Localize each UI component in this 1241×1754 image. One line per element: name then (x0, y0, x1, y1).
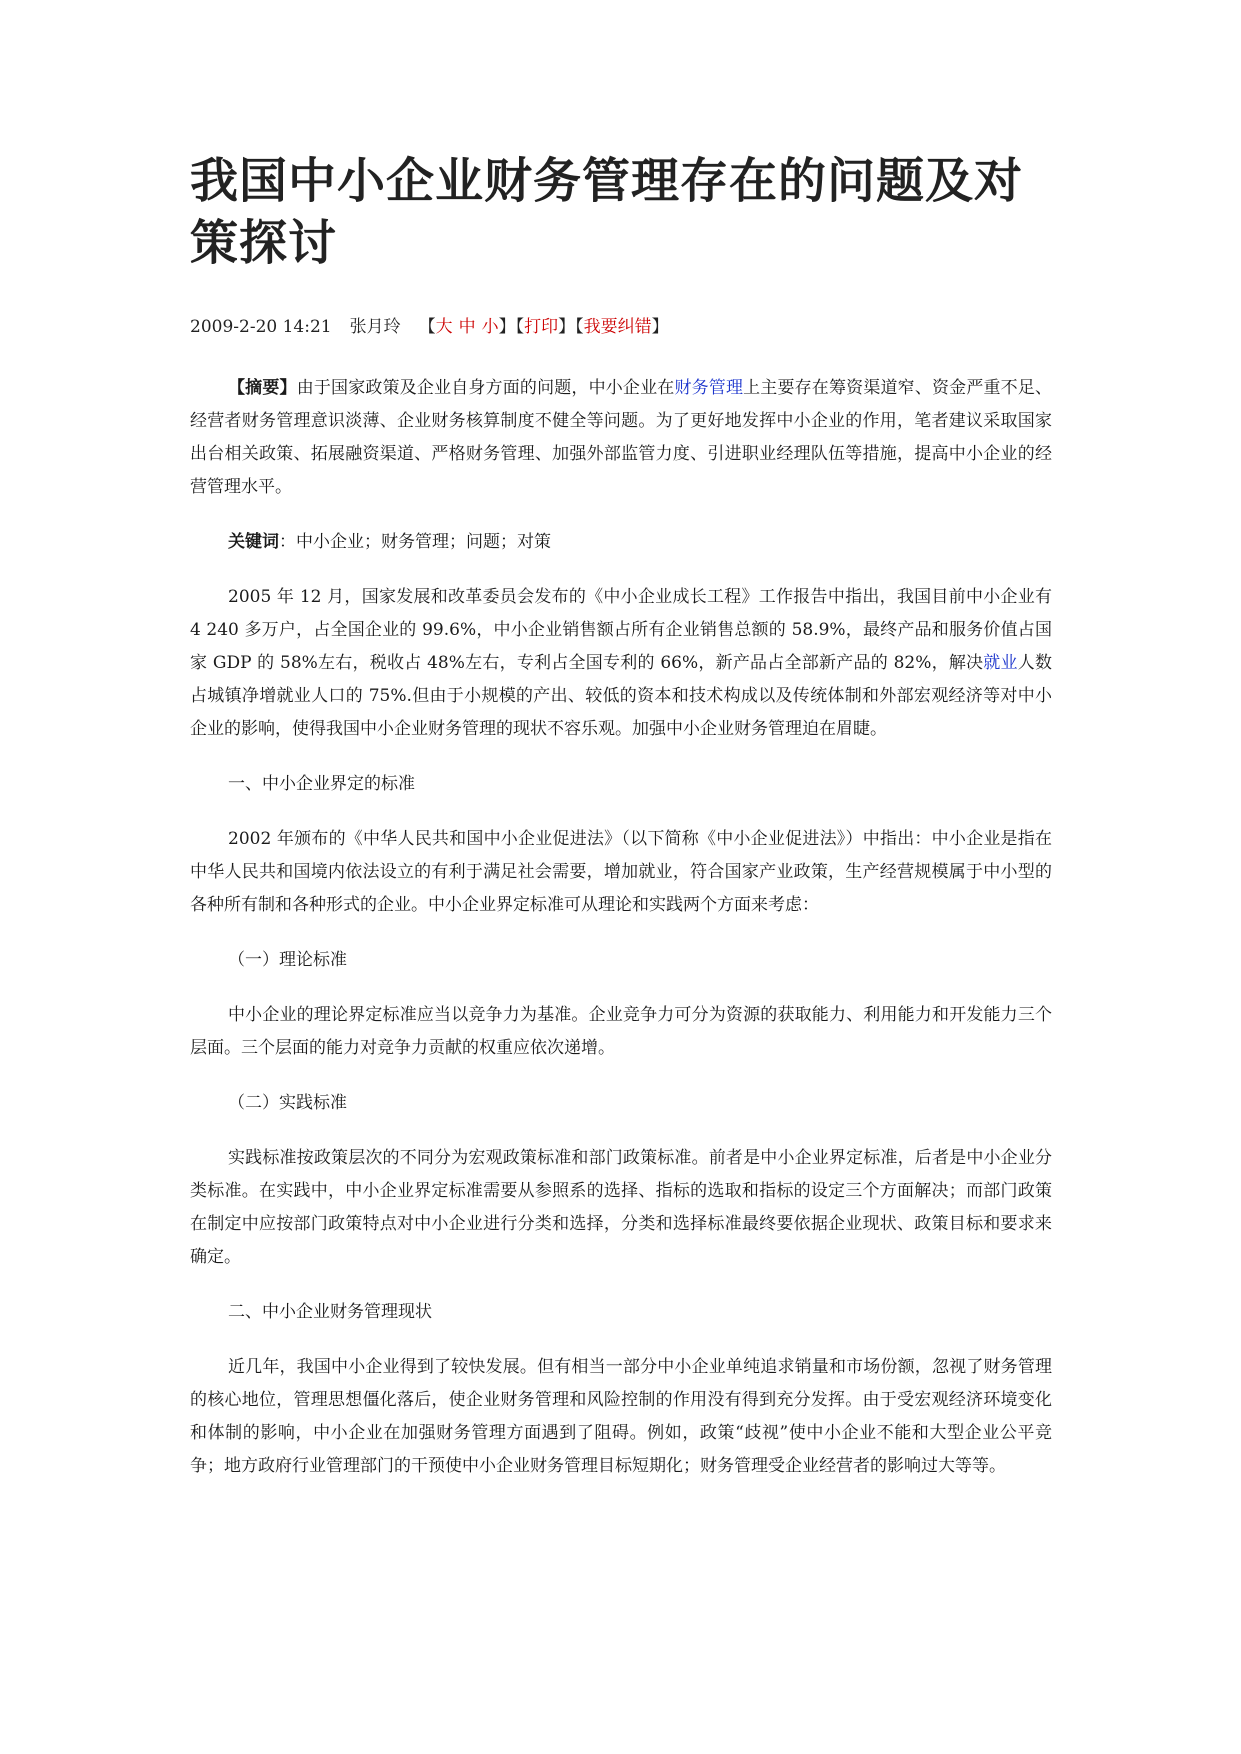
section2-heading: 二、中小企业财务管理现状 (228, 1302, 432, 1322)
keywords-paragraph: 关键词：中小企业；财务管理；问题；对策 (228, 532, 551, 552)
employment-link[interactable]: 就业 (983, 653, 1018, 673)
report-error-link[interactable]: 我要纠错 (583, 317, 652, 337)
keywords-text: 中小企业；财务管理；问题；对策 (296, 532, 551, 552)
font-size-medium-link[interactable]: 中 (458, 317, 482, 337)
font-size-large-link[interactable]: 大 (435, 317, 459, 337)
abstract-label: 【摘要】 (228, 378, 297, 398)
article-date: 2009-2-20 14:21 (190, 317, 332, 337)
article-title: 我国中小企业财务管理存在的问题及对策探讨 (190, 153, 1024, 271)
article-meta: 2009-2-20 14:21 张月玲 【大中小】【打印】【我要纠错】 (190, 317, 669, 337)
section1-sub1-heading: （一）理论标准 (228, 950, 347, 970)
font-size-small-link[interactable]: 小 (481, 317, 499, 337)
print-link[interactable]: 打印 (524, 317, 559, 337)
financial-management-link[interactable]: 财务管理 (674, 378, 744, 398)
section1-sub2-heading: （二）实践标准 (228, 1093, 347, 1113)
keywords-label: 关键词 (228, 532, 279, 552)
section1-heading: 一、中小企业界定的标准 (228, 774, 415, 794)
article-page (190, 150, 1052, 1483)
intro-paragraph: 2005 年 12 月，国家发展和改革委员会发布的《中小企业成长工程》工作报告中指出，我国目前中小企业有 4 240 多万户，占全国企业的 99.6%，中小企业销售额占所有企业销售总额的 58.9%，最终产品和服务价值占国家 GDP 的 58%左右，税收占 48%左右，专利占全国专利的 66%，新产品占全部新产品的 82%，解决就业人数占城镇净增就业人口的 75%.但由于小规模的产出、较低的资本和技术构成以及传统体制和外部宏观经济等对中小企业的影响，使得我国中小企业财务管理的现状不容乐观。加强中小企业财务管理迫在眉睫。 (190, 587, 1052, 739)
article-author: 张月玲 (349, 317, 401, 337)
section1-sub2-paragraph: 实践标准按政策层次的不同分为宏观政策标准和部门政策标准。前者是中小企业界定标准，后者是中小企业分类标准。在实践中，中小企业界定标准需要从参照系的选择、指标的选取和指标的设定三个方面解决；而部门政策在制定中应按部门政策特点对中小企业进行分类和选择，分类和选择标准最终要依据企业现状、政策目标和要求来确定。 (190, 1148, 1052, 1267)
section1-paragraph: 2002 年颁布的《中华人民共和国中小企业促进法》（以下简称《中小企业促进法》）中指出：中小企业是指在中华人民共和国境内依法设立的有利于满足社会需要，增加就业，符合国家产业政策，生产经营规模属于中小型的各种所有制和各种形式的企业。中小企业界定标准可从理论和实践两个方面来考虑： (190, 829, 1052, 915)
abstract-paragraph: 【摘要】由于国家政策及企业自身方面的问题，中小企业在财务管理上主要存在筹资渠道窄、资金严重不足、经营者财务管理意识淡薄、企业财务核算制度不健全等问题。为了更好地发挥中小企业的作用，笔者建议采取国家出台相关政策、拓展融资渠道、严格财务管理、加强外部监管力度、引进职业经理队伍等措施，提高中小企业的经营管理水平。 (190, 378, 1053, 497)
section2-paragraph: 近几年，我国中小企业得到了较快发展。但有相当一部分中小企业单纯追求销量和市场份额，忽视了财务管理的核心地位，管理思想僵化落后，使企业财务管理和风险控制的作用没有得到充分发挥。由于受宏观经济环境变化和体制的影响，中小企业在加强财务管理方面遇到了阻碍。例如，政策“歧视”使中小企业不能和大型企业公平竞争；地方政府行业管理部门的干预使中小企业财务管理目标短期化；财务管理受企业经营者的影响过大等等。 (190, 1357, 1052, 1476)
section1-sub1-paragraph: 中小企业的理论界定标准应当以竞争力为基准。企业竞争力可分为资源的获取能力、利用能力和开发能力三个层面。三个层面的能力对竞争力贡献的权重应依次递增。 (190, 1005, 1052, 1058)
